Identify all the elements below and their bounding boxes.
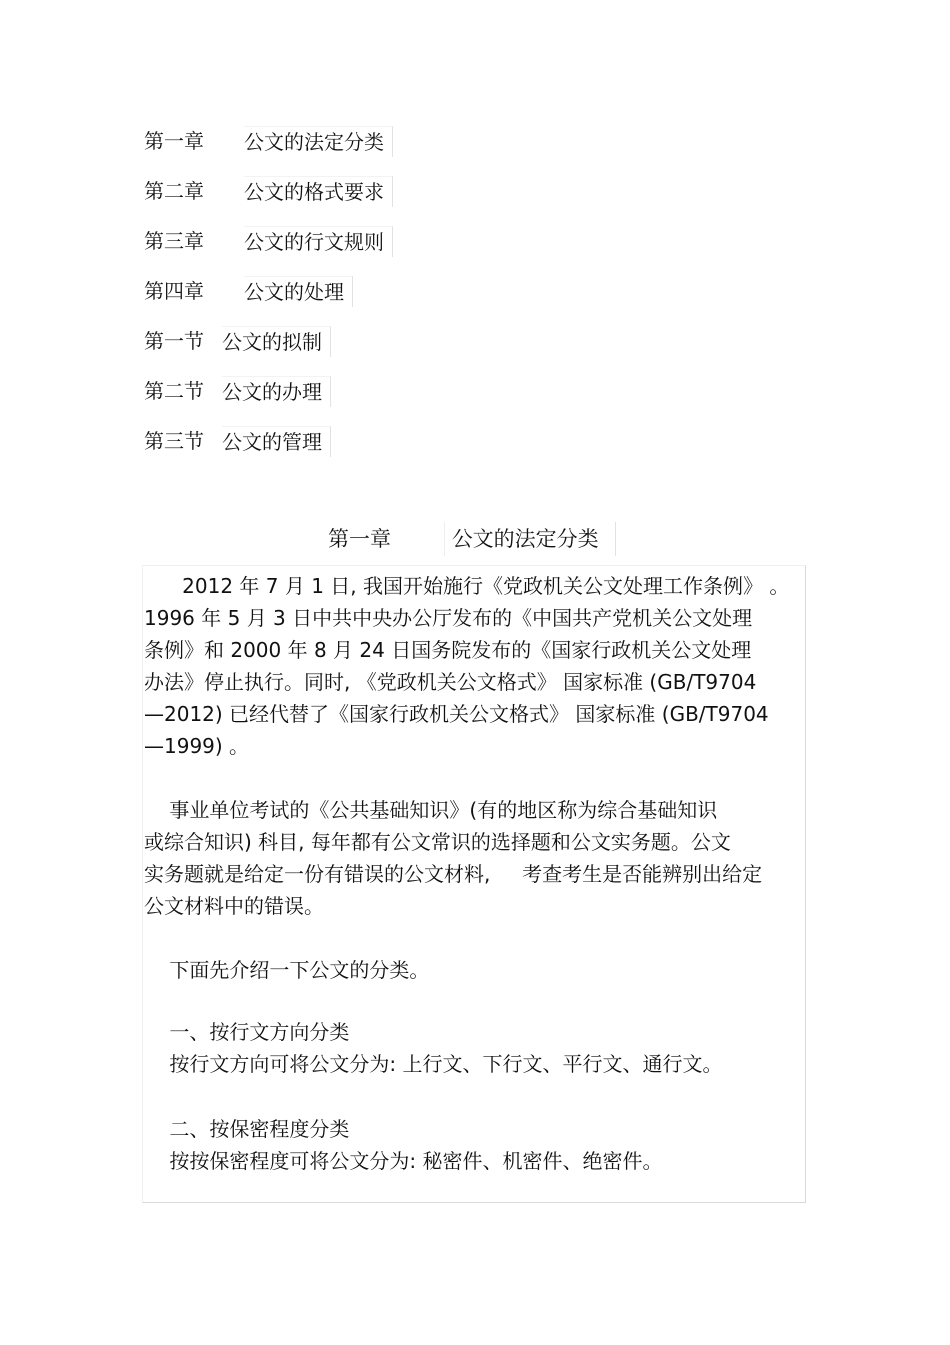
paragraph-intro-classification xyxy=(144,954,804,986)
paragraph-line: 下面先介绍一下公文的分类。 xyxy=(144,958,430,982)
toc-item[interactable] xyxy=(144,176,564,226)
toc-item[interactable] xyxy=(144,426,564,476)
section-text: 按按保密程度可将公文分为: 秘密件、机密件、绝密件。 xyxy=(144,1149,663,1173)
paragraph-line: —1999) 。 xyxy=(144,734,250,758)
section-confidentiality xyxy=(144,1113,804,1177)
paragraph-line: —2012) 已经代替了《国家行政机关公文格式》 国家标准 (GB/T9704 xyxy=(144,702,769,726)
toc-item[interactable] xyxy=(144,326,564,376)
paragraph-line: 1996 年 5 月 3 日中共中央办公厅发布的《中国共产党机关公文处理 xyxy=(144,606,753,630)
paragraph-line: 或综合知识) 科目, 每年都有公文常识的选择题和公文实务题。公文 xyxy=(144,830,731,854)
paragraph-line: 事业单位考试的《公共基础知识》(有的地区称为综合基础知识 xyxy=(144,798,718,822)
chapter-heading-title: 公文的法定分类 xyxy=(452,522,616,556)
section-text: 按行文方向可将公文分为: 上行文、下行文、平行文、通行文。 xyxy=(144,1052,723,1076)
toc-item-number: 第二节 xyxy=(144,379,204,403)
paragraph-line: 公文材料中的错误。 xyxy=(144,894,324,918)
toc-item-title: 公文的法定分类 xyxy=(244,126,393,157)
table-of-contents xyxy=(144,126,564,476)
toc-item-title: 公文的办理 xyxy=(222,376,331,407)
paragraph-line: 办法》停止执行。同时, 《党政机关公文格式》 国家标准 (GB/T9704 xyxy=(144,670,757,694)
toc-item[interactable] xyxy=(144,226,564,276)
paragraph-exam xyxy=(144,794,804,922)
toc-item-number: 第三节 xyxy=(144,429,204,453)
toc-item[interactable] xyxy=(144,276,564,326)
toc-item-title: 公文的管理 xyxy=(222,426,331,457)
toc-item-number: 第二章 xyxy=(144,179,204,203)
toc-item-number: 第一节 xyxy=(144,329,204,353)
section-heading: 二、按保密程度分类 xyxy=(144,1117,350,1141)
toc-item[interactable] xyxy=(144,126,564,176)
toc-item-title: 公文的处理 xyxy=(244,276,353,307)
paragraph-intro xyxy=(144,570,804,762)
toc-item-number: 第一章 xyxy=(144,129,204,153)
toc-item-number: 第三章 xyxy=(144,229,204,253)
section-heading: 一、按行文方向分类 xyxy=(144,1020,350,1044)
paragraph-line: 实务题就是给定一份有错误的公文材料, 考查考生是否能辨别出给定 xyxy=(144,862,763,886)
toc-item-number: 第四章 xyxy=(144,279,204,303)
section-direction xyxy=(144,1016,804,1080)
toc-item-title: 公文的格式要求 xyxy=(244,176,393,207)
paragraph-line: 条例》和 2000 年 8 月 24 日国务院发布的《国家行政机关公文处理 xyxy=(144,638,752,662)
chapter-heading-number: 第一章 xyxy=(328,522,445,556)
paragraph-line: 2012 年 7 月 1 日, 我国开始施行《党政机关公文处理工作条例》 。 xyxy=(144,574,790,598)
toc-item-title: 公文的行文规则 xyxy=(244,226,393,257)
toc-item[interactable] xyxy=(144,376,564,426)
toc-item-title: 公文的拟制 xyxy=(222,326,331,357)
chapter-heading xyxy=(328,522,616,556)
